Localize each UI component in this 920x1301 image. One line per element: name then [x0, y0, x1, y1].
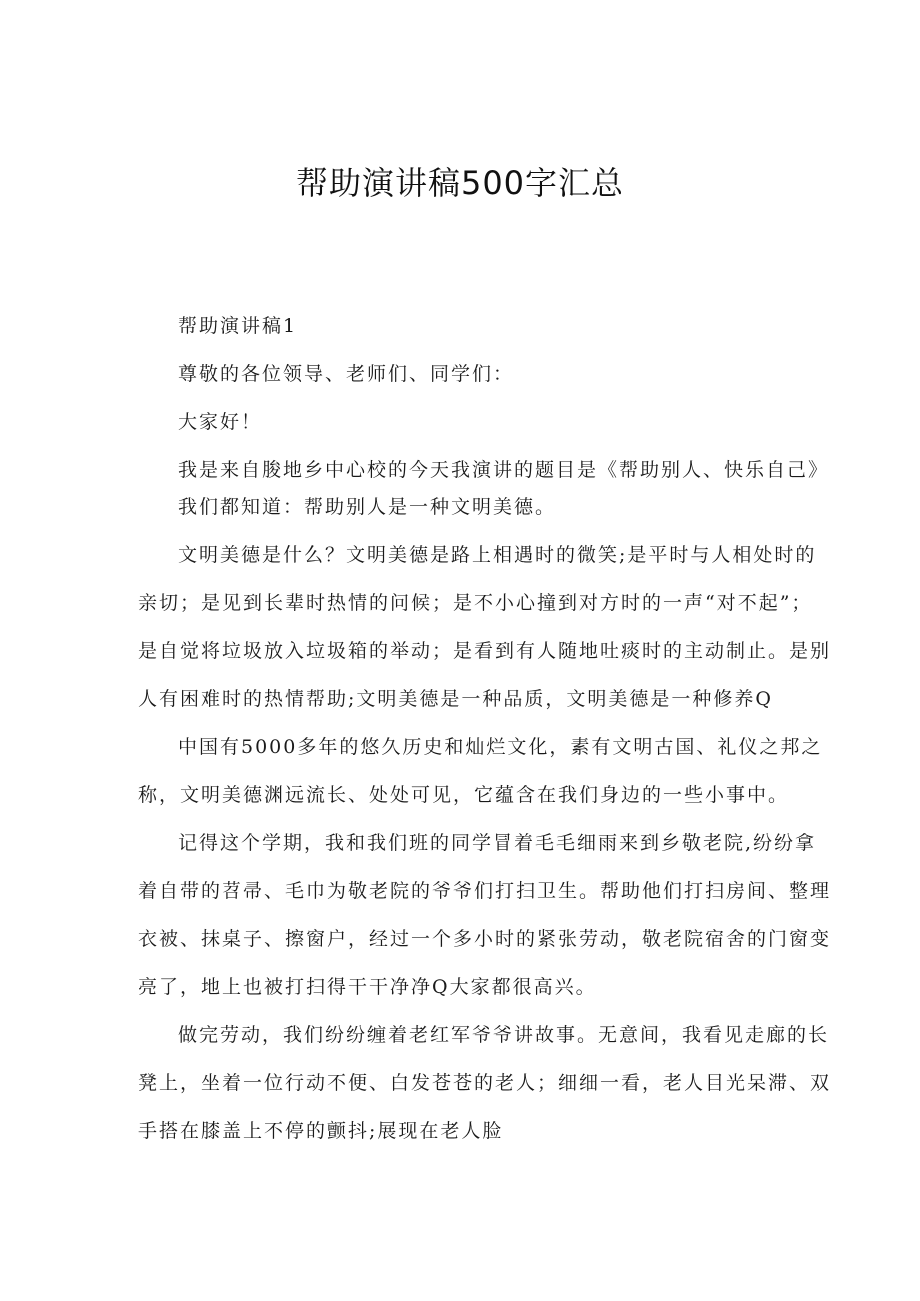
paragraph-line: 凳上，坐着一位行动不便、白发苍苍的老人；细细一看，老人目光呆滞、双	[138, 1072, 832, 1094]
paragraph-line: 衣被、抹桌子、擦窗户，经过一个多小时的紧张劳动，敬老院宿舍的门窗变	[138, 928, 832, 950]
paragraph-line: 亲切；是见到长辈时热情的问候；是不小心撞到对方时的一声“对不起”；	[138, 592, 813, 614]
paragraph-line: 亮了，地上也被打扫得干干净净Q大家都很高兴。	[138, 976, 597, 998]
document-title: 帮助演讲稿500字汇总	[295, 164, 625, 202]
salutation-line: 尊敬的各位领导、老师们、同学们：	[178, 363, 515, 385]
paragraph-line: 文明美德是什么？文明美德是路上相遇时的微笑;是平时与人相处时的	[178, 544, 817, 566]
paragraph-line: 中国有5000多年的悠久历史和灿烂文化，素有文明古国、礼仪之邦之	[178, 736, 823, 758]
paragraph-line: 做完劳动，我们纷纷缠着老红军爷爷讲故事。无意间，我看见走廊的长	[178, 1024, 830, 1046]
paragraph-line: 记得这个学期，我和我们班的同学冒着毛毛细雨来到乡敬老院,纷纷拿	[178, 832, 817, 854]
section-heading: 帮助演讲稿1	[178, 315, 298, 337]
paragraph-line: 称，文明美德渊远流长、处处可见，它蕴含在我们身边的一些小事中。	[138, 784, 790, 806]
document-body	[138, 308, 832, 1150]
paragraph-line: 是自觉将垃圾放入垃圾箱的举动；是看到有人随地吐痰时的主动制止。是别	[138, 640, 832, 662]
paragraph-line: 人有困难时的热情帮助;文明美德是一种品质，文明美德是一种修养Q	[138, 688, 773, 710]
paragraph-line: 我是来自朘地乡中心校的今天我演讲的题目是《帮助别人、快乐自己》	[178, 459, 830, 481]
greeting-line: 大家好！	[178, 411, 263, 433]
paragraph-line: 着自带的苕帚、毛巾为敬老院的爷爷们打扫卫生。帮助他们打扫房间、整理	[138, 880, 832, 902]
paragraph-line: 我们都知道：帮助别人是一种文明美德。	[178, 496, 557, 518]
paragraph-line: 手搭在膝盖上不停的颤抖;展现在老人脸	[138, 1120, 504, 1142]
